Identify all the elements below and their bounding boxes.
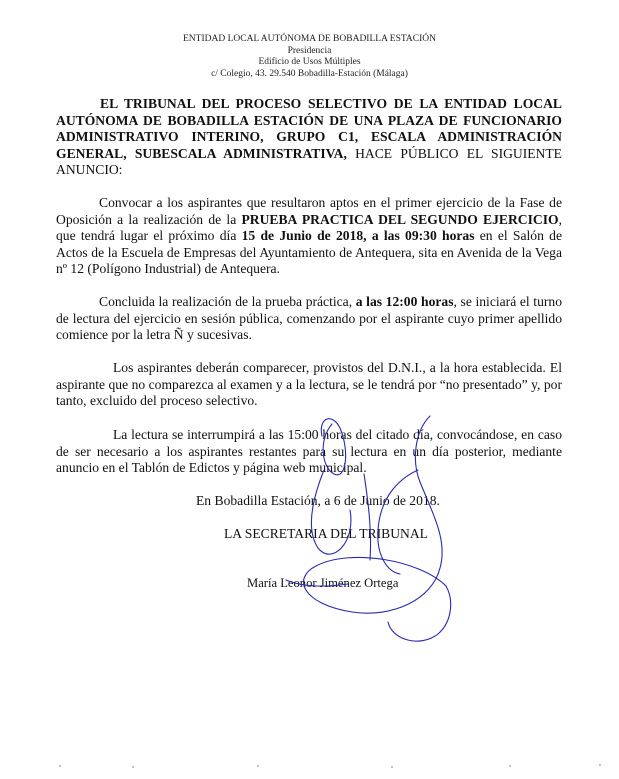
paragraph-reading-turn	[56, 294, 562, 344]
scan-specks	[0, 760, 619, 772]
p2-text-a: Concluida la realización de la prueba práctica,	[99, 294, 356, 309]
p2-time: a las 12:00 horas	[355, 294, 454, 309]
announcement-title	[56, 96, 562, 179]
title-bold: EL TRIBUNAL DEL PROCESO SELECTIVO DE LA ENTIDAD LOCAL AUTÓNOMA DE BOBADILLA ESTACIÓN DE UNA PLAZA DE FUNCIONARIO ADMINISTRATIVO INTERINO, GRUPO C1, ESCALA ADMINISTRACIÓN GENERAL, SUBESCALA ADMINISTRATIVA,	[56, 96, 562, 161]
paragraph-convocation	[56, 195, 562, 278]
letterhead-address: c/ Colegio, 43. 29.540 Bobadilla-Estación (Málaga)	[211, 68, 408, 79]
letterhead	[0, 34, 619, 80]
p1-text-a: Convocar a los aspirantes que resultaron aptos en el primer ejercicio de la Fase de Oposición a la realización de la	[56, 195, 562, 227]
closing-date: En Bobadilla Estación, a 6 de Junio de 2018.	[196, 493, 440, 508]
p2-text-c: , se iniciará el turno de lectura del ejercicio en sesión pública, comenzando por el aspirante cuyo primer apellido comience por la letra Ñ y sucesivas.	[56, 294, 562, 343]
p1-text-c: , que tendrá lugar el próximo día	[56, 211, 562, 244]
p1-exam-date: 15 de Junio de 2018, a las 09:30 horas	[241, 228, 475, 244]
letterhead-department: Presidencia	[287, 45, 332, 56]
signatory-role: LA SECRETARIA DEL TRIBUNAL	[224, 526, 428, 541]
paragraph-attendance: Los aspirantes deberán comparecer, provistos del D.N.I., a la hora establecida. El aspirante que no comparezca al examen y a la lectura, se le tendrá por “no presentado” y, por tanto, excluido del proceso selectivo.	[56, 360, 562, 409]
paragraph-interruption: La lectura se interrumpirá a las 15:00 horas del citado día, convocándose, en caso de ser necesario a los aspirantes restantes para su lectura en un día posterior, mediante anuncio en el Tablón de Edictos y página web municipal.	[56, 427, 562, 476]
p1-exam-name: PRUEBA PRACTICA DEL SEGUNDO EJERCICIO	[241, 211, 559, 227]
letterhead-entity: ENTIDAD LOCAL AUTÓNOMA DE BOBADILLA ESTACIÓN	[183, 34, 436, 44]
letterhead-building: Edificio de Usos Múltiples	[258, 57, 361, 67]
p1-text-e: en el Salón de Actos de la Escuela de Empresas del Ayuntamiento de Antequera, sita en Avenida de la Vega nº 12 (Polígono Industrial) de Antequera.	[56, 228, 562, 277]
signatory-name: María Leonor Jiménez Ortega	[247, 576, 399, 590]
title-normal: HACE PÚBLICO EL SIGUIENTE ANUNCIO:	[56, 145, 562, 178]
